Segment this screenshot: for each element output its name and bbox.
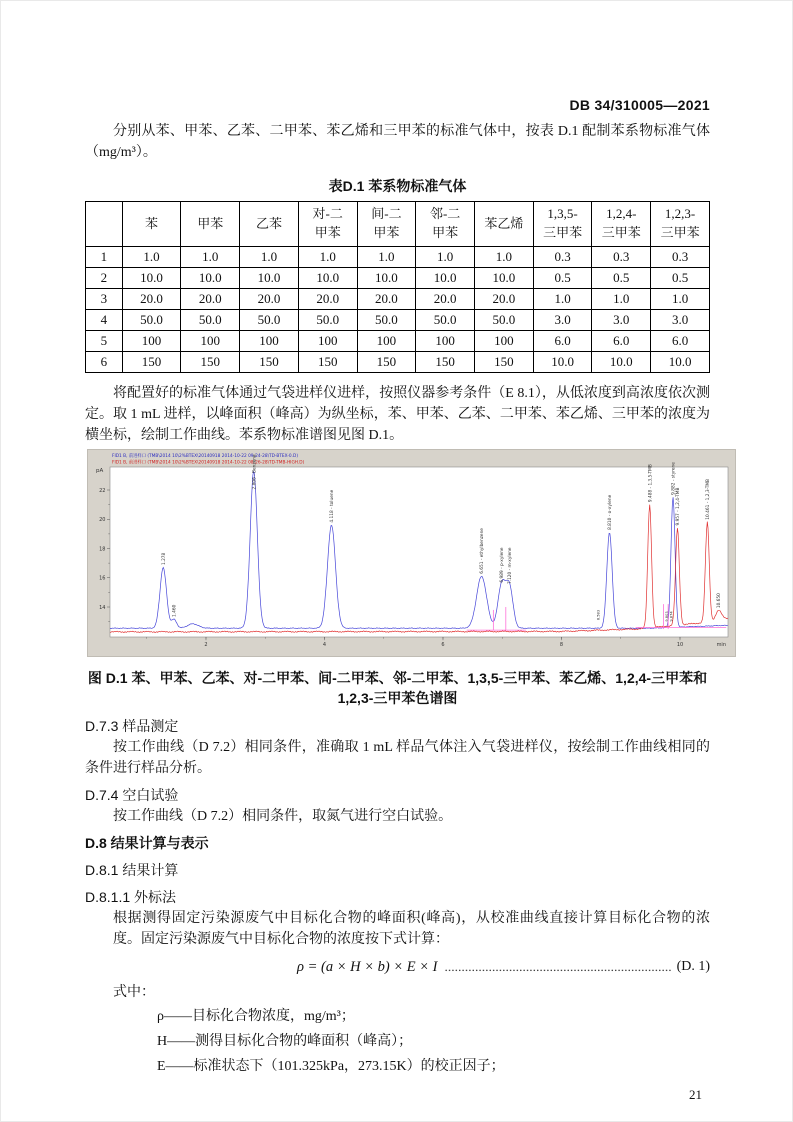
svg-text:8.810 - o-xylene: 8.810 - o-xylene: [608, 494, 614, 530]
svg-text:1.460: 1.460: [172, 604, 178, 617]
table-cell: 0.5: [533, 268, 592, 289]
table-header-cell: 苯: [122, 202, 181, 247]
table-cell: 100: [122, 331, 181, 352]
section-heading-d81: D.8.1 结果计算: [85, 862, 179, 878]
table-cell: 50.0: [298, 310, 357, 331]
table-cell: 10.0: [533, 352, 592, 373]
svg-text:4: 4: [322, 642, 327, 648]
svg-text:9.882 - styrene: 9.882 - styrene: [671, 462, 677, 495]
svg-text:9.488 - 1,3,5-TMB: 9.488 - 1,3,5-TMB: [648, 464, 654, 503]
table-cell: 2: [86, 268, 123, 289]
svg-text:10.650: 10.650: [717, 593, 723, 609]
table-cell: 0.5: [592, 268, 651, 289]
table-header-cell: 苯乙烯: [475, 202, 534, 247]
table-cell: 0.3: [592, 247, 651, 268]
procedure-paragraph: 将配置好的标准气体通过气袋进样仪进样，按照仪器参考条件（E 8.1），从低浓度到高浓度依次测定。取 1 mL 进样，以峰面积（峰高）为纵坐标，苯、甲苯、乙苯、二甲苯、苯乙烯、三甲苯的浓度为横坐标，绘制工作曲线。苯系物标准谱图见图 D.1。: [85, 386, 710, 443]
page-content: [85, 97, 726, 1103]
dot-leader: [445, 969, 671, 972]
table-cell: 50.0: [240, 310, 299, 331]
definition-E: E——标准状态下（101.325kPa，273.15K）的校正因子；: [157, 1059, 505, 1074]
table-row: [86, 352, 710, 373]
section-body-d73: 按工作曲线（D 7.2）相同条件，准确取 1 mL 样品气体注入气袋进样仪，按绘制工作曲线相同的条件进行样品分析。: [85, 740, 710, 776]
table-cell: 100: [416, 331, 475, 352]
svg-text:6.989 - p-xylene: 6.989 - p-xylene: [500, 547, 506, 583]
table-header-cell: [86, 202, 123, 247]
where-label: 式中：: [113, 985, 155, 1000]
table-cell: 20.0: [416, 289, 475, 310]
table-cell: 1.0: [592, 289, 651, 310]
page-number: 21: [689, 1087, 702, 1102]
table-row: [86, 247, 710, 268]
table-cell: 150: [298, 352, 357, 373]
table-cell: 3: [86, 289, 123, 310]
figure-caption: 图 D.1 苯、甲苯、乙苯、对-二甲苯、间-二甲苯、邻-二甲苯、1,3,5-三甲苯、苯乙烯、1,2,4-三甲苯和1,2,3-三甲苯色谱图: [87, 670, 708, 706]
table-cell: 6.0: [533, 331, 592, 352]
formula-d1: [85, 955, 710, 979]
chromatogram-plot: [88, 450, 737, 658]
table-header-cell: 乙苯: [240, 202, 299, 247]
svg-text:7.120 - m-xylene: 7.120 - m-xylene: [507, 547, 513, 585]
table-cell: 100: [181, 331, 240, 352]
table-cell: 150: [475, 352, 534, 373]
table-cell: 0.3: [651, 247, 710, 268]
svg-text:10.461 - 1,2,3-TMB: 10.461 - 1,2,3-TMB: [705, 478, 711, 520]
table-cell: 50.0: [475, 310, 534, 331]
table-cell: 3.0: [533, 310, 592, 331]
svg-text:6: 6: [441, 642, 445, 648]
table-row: [86, 331, 710, 352]
svg-text:10: 10: [676, 642, 684, 648]
table-cell: 6.0: [592, 331, 651, 352]
table-cell: 10.0: [122, 268, 181, 289]
table-cell: 100: [475, 331, 534, 352]
table-header-cell: 甲苯: [181, 202, 240, 247]
table-cell: 10.0: [181, 268, 240, 289]
chromatogram-figure: [87, 449, 736, 657]
standard-number: DB 34/310005—2021: [569, 97, 710, 113]
table-cell: 150: [416, 352, 475, 373]
table-header-cell: 对-二 甲苯: [298, 202, 357, 247]
standards-table: [85, 201, 710, 373]
svg-text:4.118 - toluene: 4.118 - toluene: [330, 489, 336, 523]
table-cell: 20.0: [122, 289, 181, 310]
table-cell: 10.0: [475, 268, 534, 289]
svg-text:16: 16: [99, 575, 106, 582]
section-heading-d8: D.8 结果计算与表示: [85, 835, 209, 851]
svg-text:FID1 B, 前进样口 (TMB\2014 10\2%BT: FID1 B, 前进样口 (TMB\2014 10\2%BTEX\20140918 2014-10-22 08-26-28\TD-TMB-HIGH.D): [112, 460, 305, 466]
table-cell: 1.0: [533, 289, 592, 310]
table-cell: 4: [86, 310, 123, 331]
table-cell: 5: [86, 331, 123, 352]
table-cell: 10.0: [592, 352, 651, 373]
table-cell: 1.0: [475, 247, 534, 268]
table-row: [86, 310, 710, 331]
table-header-cell: 1,2,4- 三甲苯: [592, 202, 651, 247]
table-cell: 10.0: [651, 352, 710, 373]
table-cell: 50.0: [181, 310, 240, 331]
table-cell: 10.0: [240, 268, 299, 289]
table-header-cell: 间-二 甲苯: [357, 202, 416, 247]
section-heading-d73: D.7.3 样品测定: [85, 718, 179, 734]
section-heading-d74: D.7.4 空白试验: [85, 787, 179, 803]
table-cell: 100: [240, 331, 299, 352]
intro-paragraph: 分别从苯、甲苯、乙苯、二甲苯、苯乙烯和三甲苯的标准气体中，按表 D.1 配制苯系物标准气体（mg/m³）。: [85, 124, 710, 160]
table-cell: 3.0: [651, 310, 710, 331]
table-cell: 1.0: [298, 247, 357, 268]
table-cell: 50.0: [122, 310, 181, 331]
table-cell: 1.0: [240, 247, 299, 268]
table-title: 表D.1 苯系物标准气体: [328, 178, 467, 194]
table-cell: 100: [357, 331, 416, 352]
svg-text:9.874: 9.874: [669, 611, 674, 622]
table-cell: 150: [181, 352, 240, 373]
table-header-cell: 1,3,5- 三甲苯: [533, 202, 592, 247]
table-cell: 10.0: [416, 268, 475, 289]
svg-text:2: 2: [204, 642, 208, 648]
table-cell: 0.3: [533, 247, 592, 268]
table-cell: 10.0: [357, 268, 416, 289]
svg-text:1.278: 1.278: [161, 552, 167, 566]
section-body-d811: 根据测得固定污染源废气中目标化合物的峰面积(峰高)，从校准曲线直接计算目标化合物的浓度。固定污染源废气中目标化合物的浓度按下式计算：: [113, 911, 710, 947]
svg-text:min: min: [716, 642, 726, 648]
section-body-d74: 按工作曲线（D 7.2）相同条件，取氮气进行空白试验。: [113, 809, 453, 824]
svg-text:20: 20: [99, 517, 106, 524]
table-cell: 10.0: [298, 268, 357, 289]
table-cell: 1: [86, 247, 123, 268]
table-cell: 20.0: [298, 289, 357, 310]
svg-text:22: 22: [99, 487, 106, 494]
table-cell: 3.0: [592, 310, 651, 331]
table-cell: 20.0: [240, 289, 299, 310]
table-cell: 20.0: [181, 289, 240, 310]
table-cell: 1.0: [357, 247, 416, 268]
table-cell: 1.0: [122, 247, 181, 268]
svg-text:FID1 B, 前进样口 (TMB\2014 10\2%BT: FID1 B, 前进样口 (TMB\2014 10\2%BTEX\20140918 2014-10-22 09-24-28\TD-BTEX-0.D): [112, 454, 299, 459]
table-cell: 50.0: [357, 310, 416, 331]
table-cell: 20.0: [475, 289, 534, 310]
table-cell: 6.0: [651, 331, 710, 352]
section-heading-d811: D.8.1.1 外标法: [85, 889, 177, 905]
svg-text:14: 14: [99, 604, 106, 611]
svg-text:pA: pA: [96, 468, 104, 474]
table-header-cell: 邻-二 甲苯: [416, 202, 475, 247]
table-cell: 6: [86, 352, 123, 373]
svg-text:6.651 - ethylbenzene: 6.651 - ethylbenzene: [480, 528, 486, 574]
svg-text:2.806 - Benzene: 2.806 - Benzene: [252, 454, 258, 490]
svg-text:18: 18: [99, 546, 106, 553]
formula-expression: ρ = (a × H × b) × E × I: [297, 958, 438, 975]
table-cell: 0.5: [651, 268, 710, 289]
table-cell: 150: [122, 352, 181, 373]
svg-text:9.957 - 1,2,4-TMB: 9.957 - 1,2,4-TMB: [676, 487, 682, 526]
table-row: [86, 289, 710, 310]
table-header-row: [86, 202, 710, 247]
table-cell: 1.0: [416, 247, 475, 268]
svg-text:8.583: 8.583: [596, 609, 601, 621]
table-cell: 20.0: [357, 289, 416, 310]
table-cell: 150: [240, 352, 299, 373]
svg-text:8: 8: [559, 642, 564, 648]
definition-H: H——测得目标化合物的峰面积（峰高）；: [157, 1034, 413, 1049]
table-cell: 150: [357, 352, 416, 373]
table-cell: 50.0: [416, 310, 475, 331]
table-cell: 1.0: [181, 247, 240, 268]
table-cell: 100: [298, 331, 357, 352]
table-row: [86, 268, 710, 289]
svg-text:9.803: 9.803: [665, 611, 670, 622]
table-header-cell: 1,2,3- 三甲苯: [651, 202, 710, 247]
formula-number: (D. 1): [676, 959, 710, 974]
definition-rho: ρ——目标化合物浓度，mg/m³；: [157, 1009, 355, 1024]
table-cell: 1.0: [651, 289, 710, 310]
